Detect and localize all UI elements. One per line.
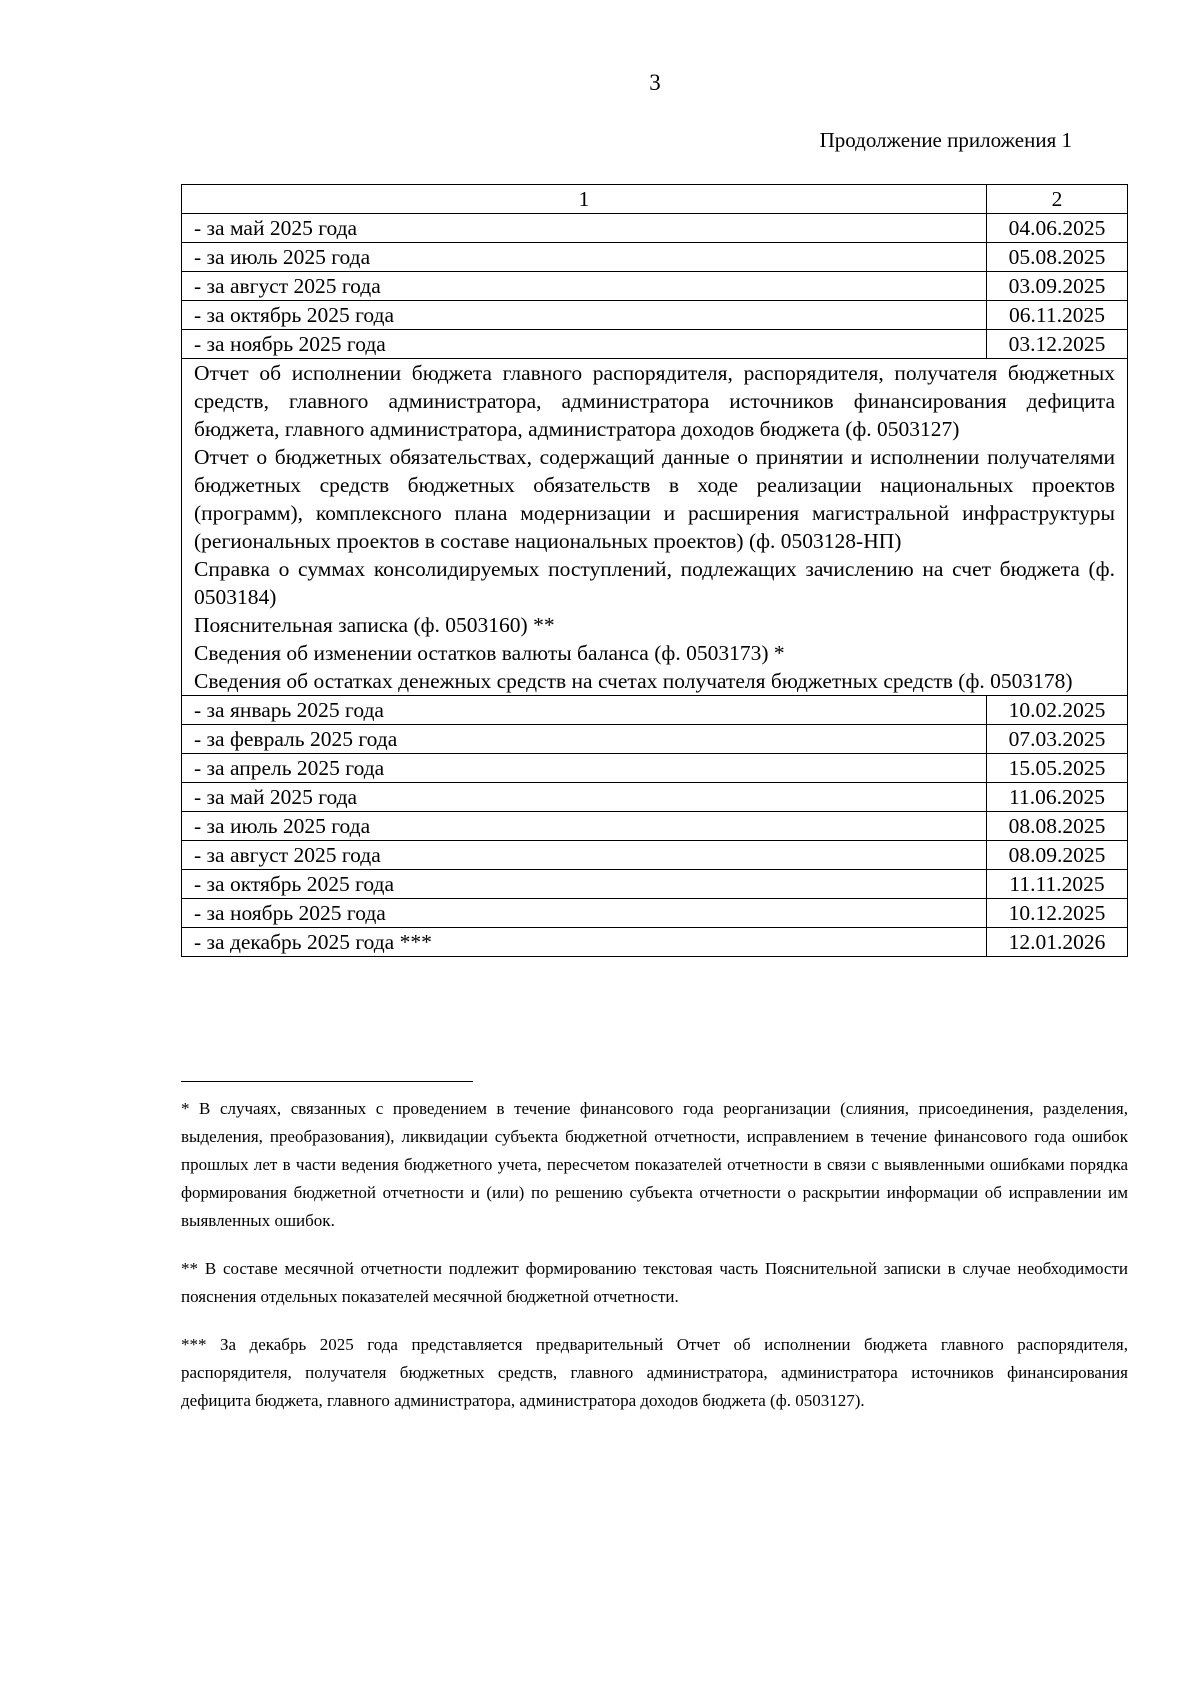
row-label: - за октябрь 2025 года	[182, 301, 987, 330]
footnote-3: *** За декабрь 2025 года представляется предварительный Отчет об исполнении бюджета главного распорядителя, распорядителя, получателя бюджетных средств, главного администратора, администратора источников финансирования дефицита бюджета, главного администратора, администратора доходов бюджета (ф. 0503127).	[181, 1335, 1128, 1410]
table-row	[182, 783, 1128, 812]
row-label: - за декабрь 2025 года ***	[182, 928, 987, 957]
row-label: - за август 2025 года	[182, 272, 987, 301]
row-date: 11.11.2025	[987, 870, 1128, 899]
row-label: - за июль 2025 года	[182, 812, 987, 841]
row-date: 07.03.2025	[987, 725, 1128, 754]
continuation-label: Продолжение приложения 1	[819, 128, 1072, 152]
report-0503184: Справка о суммах консолидируемых поступлений, подлежащих зачислению на счет бюджета (ф. 0503184)	[194, 557, 1115, 609]
table-row	[182, 243, 1128, 272]
table-row	[182, 754, 1128, 783]
row-label: - за май 2025 года	[182, 214, 987, 243]
table-row	[182, 272, 1128, 301]
row-date: 04.06.2025	[987, 214, 1128, 243]
report-0503160: Пояснительная записка (ф. 0503160) **	[194, 613, 555, 637]
header-col-1: 1	[182, 185, 987, 214]
row-date: 10.02.2025	[987, 696, 1128, 725]
row-date: 12.01.2026	[987, 928, 1128, 957]
table-header-row	[182, 185, 1128, 214]
table-row	[182, 928, 1128, 957]
footnote-1: * В случаях, связанных с проведением в течение финансового года реорганизации (слияния, присоединения, разделения, выделения, преобразования), ликвидации субъекта бюджетной отчетности, исправлением в течение финансового года ошибок прошлых лет в части ведения бюджетного учета, пересчетом показателей отчетности в связи с выявленными ошибками порядка формирования бюджетной отчетности и (или) по решению субъекта отчетности о раскрытии информации об исправлении им выявленных ошибок.	[181, 1099, 1128, 1230]
report-0503128-np: Отчет о бюджетных обязательствах, содержащий данные о принятии и исполнении получателями бюджетных средств бюджетных обязательств в ходе реализации национальных проектов (программ), комплексного плана модернизации и расширения магистральной инфраструктуры (региональных проектов в составе национальных проектов) (ф. 0503128-НП)	[194, 445, 1115, 553]
row-label: - за июль 2025 года	[182, 243, 987, 272]
deadline-table	[181, 184, 1128, 957]
reports-row	[182, 359, 1128, 696]
row-date: 08.08.2025	[987, 812, 1128, 841]
table-row	[182, 812, 1128, 841]
row-label: - за февраль 2025 года	[182, 725, 987, 754]
row-date: 03.12.2025	[987, 330, 1128, 359]
footnotes	[181, 1095, 1128, 1435]
row-date: 15.05.2025	[987, 754, 1128, 783]
row-label: - за май 2025 года	[182, 783, 987, 812]
table-row	[182, 301, 1128, 330]
row-label: - за октябрь 2025 года	[182, 870, 987, 899]
table-row	[182, 330, 1128, 359]
table-row	[182, 870, 1128, 899]
header-col-2: 2	[987, 185, 1128, 214]
footnote-separator	[181, 1081, 473, 1082]
page-number: 3	[649, 70, 661, 95]
report-0503127: Отчет об исполнении бюджета главного распорядителя, распорядителя, получателя бюджетных средств, главного администратора, администратора источников финансирования дефицита бюджета, главного администратора, администратора доходов бюджета (ф. 0503127)	[194, 361, 1115, 441]
table-row	[182, 214, 1128, 243]
table-row	[182, 841, 1128, 870]
reports-cell	[182, 359, 1128, 696]
row-label: - за январь 2025 года	[182, 696, 987, 725]
row-date: 08.09.2025	[987, 841, 1128, 870]
row-label: - за август 2025 года	[182, 841, 987, 870]
row-date: 10.12.2025	[987, 899, 1128, 928]
row-date: 11.06.2025	[987, 783, 1128, 812]
report-0503173: Сведения об изменении остатков валюты баланса (ф. 0503173) *	[194, 641, 785, 665]
row-label: - за апрель 2025 года	[182, 754, 987, 783]
row-date: 05.08.2025	[987, 243, 1128, 272]
table-row	[182, 899, 1128, 928]
table-row	[182, 696, 1128, 725]
row-date: 06.11.2025	[987, 301, 1128, 330]
row-label: - за ноябрь 2025 года	[182, 330, 987, 359]
footnote-2: ** В составе месячной отчетности подлежит формированию текстовая часть Пояснительной записки в случае необходимости пояснения отдельных показателей месячной бюджетной отчетности.	[181, 1259, 1128, 1306]
row-label: - за ноябрь 2025 года	[182, 899, 987, 928]
report-0503178: Сведения об остатках денежных средств на счетах получателя бюджетных средств (ф. 0503178)	[194, 669, 1073, 693]
table-row	[182, 725, 1128, 754]
row-date: 03.09.2025	[987, 272, 1128, 301]
